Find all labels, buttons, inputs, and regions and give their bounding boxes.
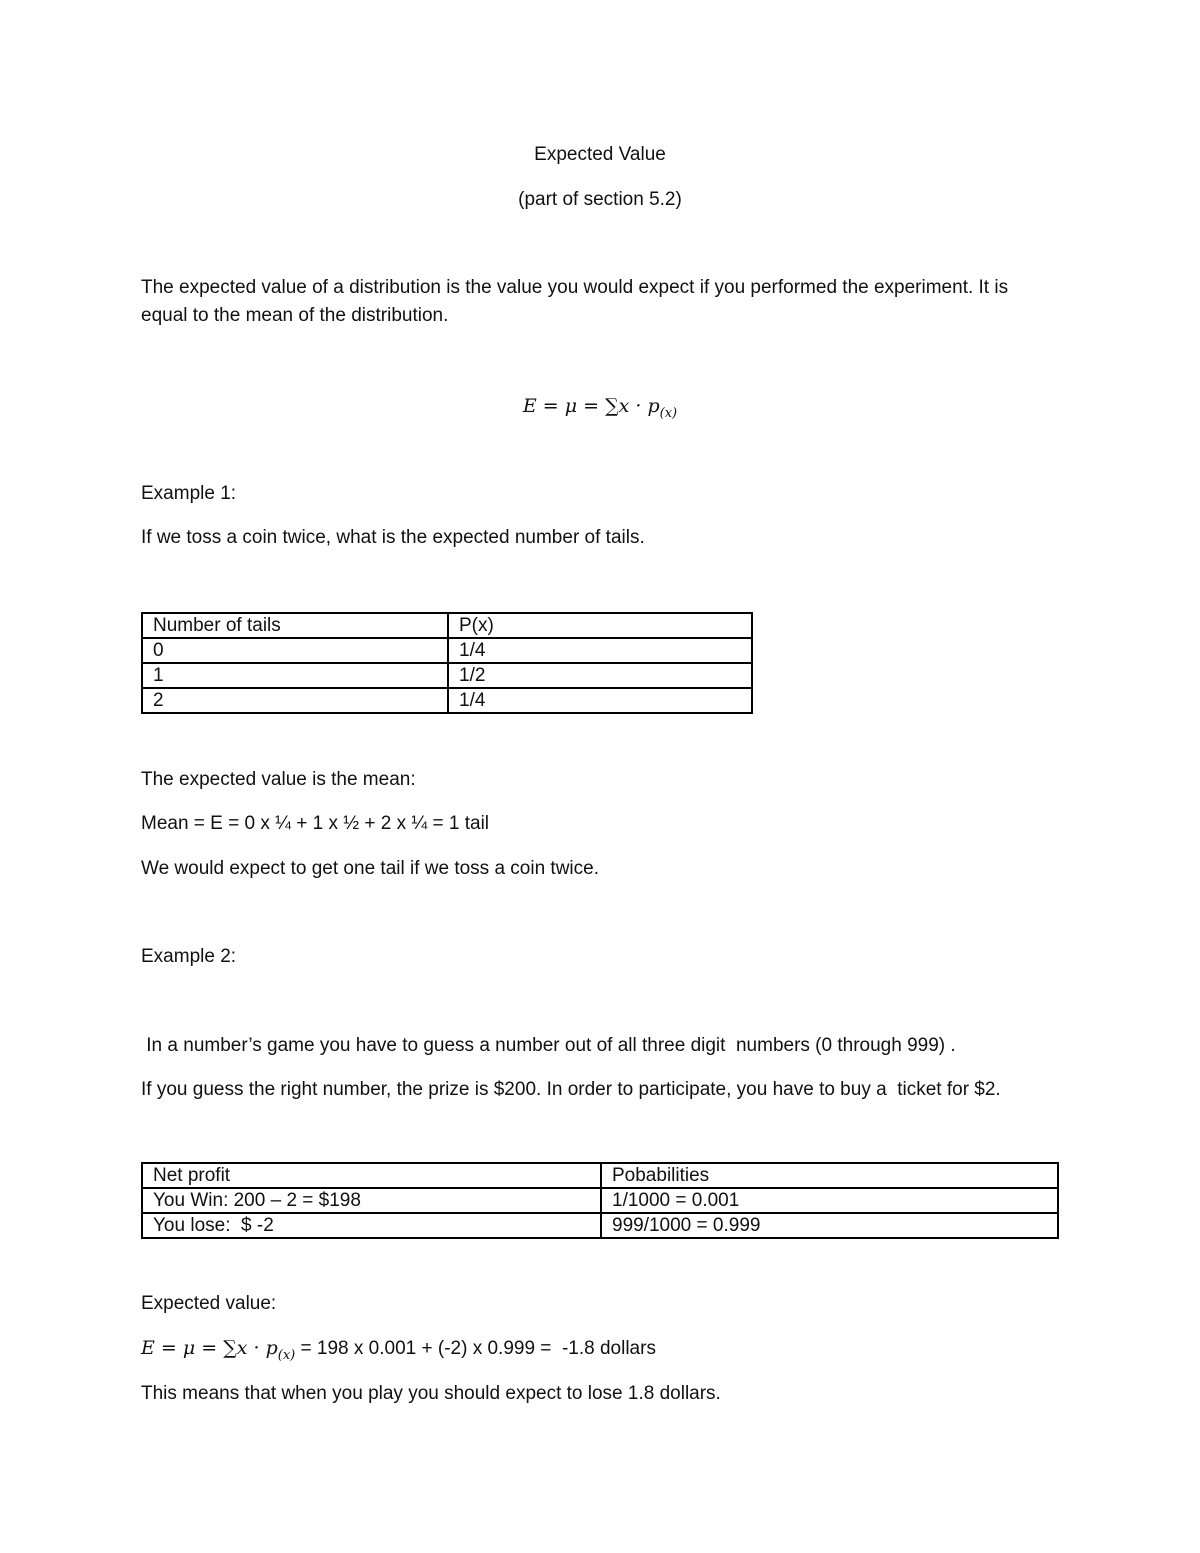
table-cell: 2: [142, 688, 448, 713]
example-1-question: If we toss a coin twice, what is the expected number of tails.: [141, 527, 645, 548]
table-cell: 1/2: [448, 663, 752, 688]
ev-calc-text: = 198 x 0.001 + (-2) x 0.999 = -1.8 dollars: [295, 1338, 656, 1359]
table-cell: 999/1000 = 0.999: [601, 1213, 1058, 1238]
table-row: [142, 638, 752, 663]
table-row: [142, 1213, 1058, 1238]
table-row: [142, 688, 752, 713]
table-cell: 0: [142, 638, 448, 663]
table-row: [142, 663, 752, 688]
table-cell: You lose: $ -2: [142, 1213, 601, 1238]
expected-value-calculation: [141, 1336, 656, 1363]
example-2-line-1: In a number’s game you have to guess a number out of all three digit numbers (0 through 999) .: [141, 1035, 956, 1056]
example-1-heading: Example 1:: [141, 483, 237, 504]
intro-paragraph-line-1: The expected value of a distribution is the value you would expect if you performed the experiment. It is: [141, 277, 1009, 298]
table-header-cell: Number of tails: [142, 613, 448, 638]
table-cell: 1/1000 = 0.001: [601, 1188, 1058, 1213]
table-cell: You Win: 200 – 2 = $198: [142, 1188, 601, 1213]
formula-subscript: (x): [659, 406, 678, 421]
example-1-conclusion: We would expect to get one tail if we toss a coin twice.: [141, 858, 599, 879]
mean-intro: The expected value is the mean:: [141, 769, 416, 790]
table-row: [142, 1188, 1058, 1213]
tails-probability-table: [141, 612, 753, 714]
example-2-conclusion: This means that when you play you should expect to lose 1.8 dollars.: [141, 1383, 721, 1404]
intro-paragraph-line-2: equal to the mean of the distribution.: [141, 305, 449, 326]
table-cell: 1: [142, 663, 448, 688]
page-subtitle: (part of section 5.2): [518, 189, 682, 210]
example-2-line-2: If you guess the right number, the prize is $200. In order to participate, you have to buy a ticket for $2.: [141, 1079, 1001, 1100]
table-cell: 1/4: [448, 638, 752, 663]
expected-value-label: Expected value:: [141, 1293, 277, 1314]
mean-calculation: Mean = E = 0 x ¼ + 1 x ½ + 2 x ¼ = 1 tail: [141, 813, 490, 834]
ev-formula-subscript: (x): [277, 1348, 296, 1363]
table-header-cell: Net profit: [142, 1163, 601, 1188]
table-header-row: [142, 613, 752, 638]
example-2-heading: Example 2:: [141, 946, 237, 967]
net-profit-table: [141, 1162, 1059, 1239]
table-header-row: [142, 1163, 1058, 1188]
page-title: Expected Value: [534, 144, 666, 165]
expected-value-formula: [0, 394, 1200, 421]
table-cell: 1/4: [448, 688, 752, 713]
ev-formula-main: E = μ = ∑x · p: [141, 1337, 278, 1359]
formula-main: E = μ = ∑x · p: [522, 395, 660, 417]
table-header-cell: P(x): [448, 613, 752, 638]
table-header-cell: Pobabilities: [601, 1163, 1058, 1188]
